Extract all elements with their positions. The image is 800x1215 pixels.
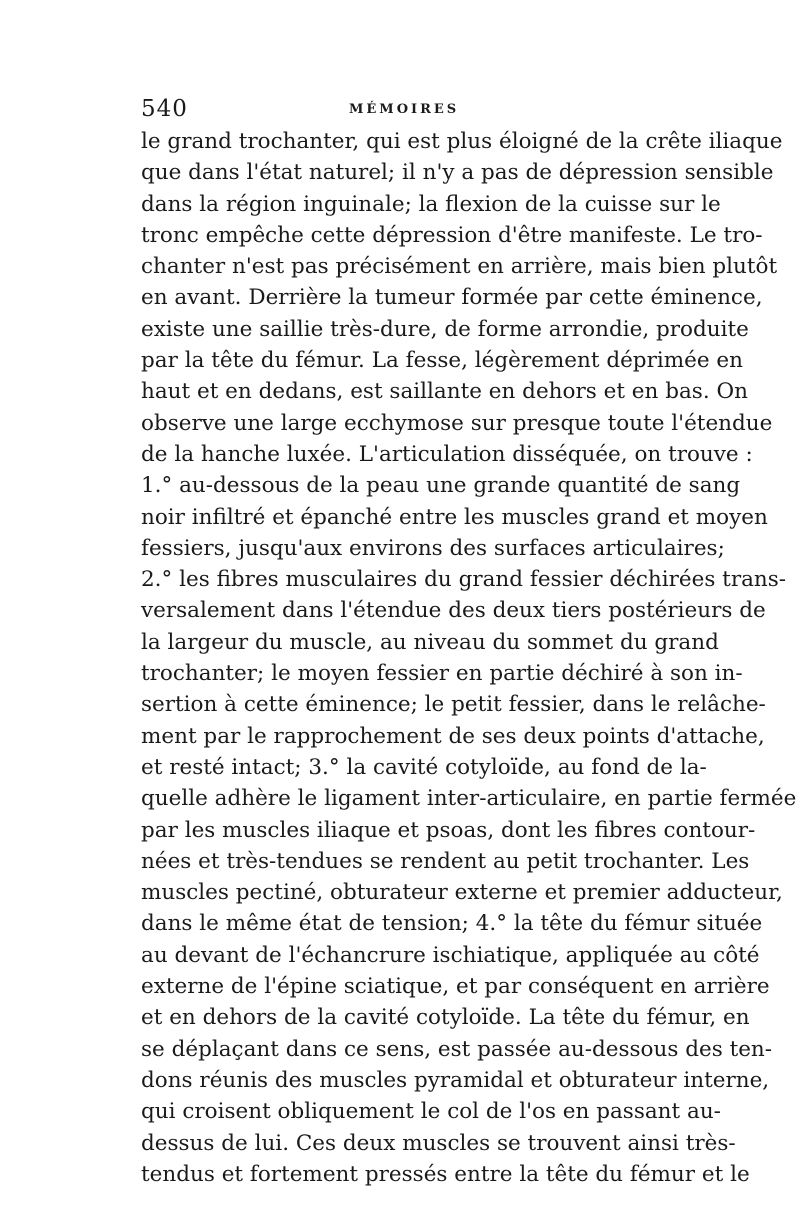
- text-line: fessiers, jusqu'aux environs des surfaces articulaires;: [141, 535, 725, 561]
- text-line: que dans l'état naturel; il n'y a pas de dépression sensible: [141, 160, 774, 186]
- text-line: noir infiltré et épanché entre les muscles grand et moyen: [141, 504, 768, 530]
- text-line: observe une large ecchymose sur presque toute l'étendue: [141, 410, 773, 436]
- text-line: sertion à cette éminence; le petit fessier, dans le relâche-: [141, 692, 766, 718]
- text-line: et en dehors de la cavité cotyloïde. La tête du fémur, en: [141, 1005, 750, 1031]
- text-line: chanter n'est pas précisément en arrière, mais bien plutôt: [141, 254, 778, 280]
- text-line: tronc empêche cette dépression d'être manifeste. Le tro-: [141, 222, 763, 248]
- text-line: et resté intact; 3.° la cavité cotyloïde, au fond de la-: [141, 754, 707, 780]
- text-line: se déplaçant dans ce sens, est passée au-dessous des ten-: [141, 1036, 773, 1062]
- text-line: dons réunis des muscles pyramidal et obturateur interne,: [141, 1067, 770, 1093]
- text-line: dans la région inguinale; la flexion de la cuisse sur le: [141, 191, 721, 217]
- text-line: tendus et fortement pressés entre la tête du fémur et le: [141, 1161, 750, 1187]
- text-line: en avant. Derrière la tumeur formée par cette éminence,: [141, 285, 763, 311]
- text-line: trochanter; le moyen fessier en partie déchiré à son in-: [141, 661, 743, 687]
- text-line: 2.° les fibres musculaires du grand fessier déchirées trans-: [141, 567, 787, 593]
- body-text: [141, 126, 797, 1190]
- text-line: muscles pectiné, obturateur externe et premier adducteur,: [141, 880, 783, 906]
- running-head: MÉMOIRES: [349, 102, 460, 117]
- text-line: versalement dans l'étendue des deux tiers postérieurs de: [141, 598, 766, 624]
- text-line: dessus de lui. Ces deux muscles se trouvent ainsi très-: [141, 1130, 736, 1156]
- text-line: par les muscles iliaque et psoas, dont les fibres contour-: [141, 817, 756, 843]
- text-line: existe une saillie très-dure, de forme arrondie, produite: [141, 316, 749, 342]
- page-number: 540: [141, 96, 188, 122]
- text-line: quelle adhère le ligament inter-articulaire, en partie fermée: [141, 786, 797, 812]
- text-line: de la hanche luxée. L'articulation disséquée, on trouve :: [141, 441, 753, 467]
- text-line: qui croisent obliquement le col de l'os en passant au-: [141, 1099, 721, 1125]
- text-line: haut et en dedans, est saillante en dehors et en bas. On: [141, 379, 748, 405]
- text-line: ment par le rapprochement de ses deux points d'attache,: [141, 723, 765, 749]
- text-line: par la tête du fémur. La fesse, légèrement déprimée en: [141, 348, 743, 374]
- text-line: dans le même état de tension; 4.° la tête du fémur située: [141, 911, 763, 937]
- text-line: la largeur du muscle, au niveau du sommet du grand: [141, 629, 719, 655]
- page-header: [141, 96, 671, 124]
- text-line: le grand trochanter, qui est plus éloigné de la crête iliaque: [141, 129, 783, 154]
- text-line: au devant de l'échancrure ischiatique, appliquée au côté: [141, 942, 760, 968]
- text-line: 1.° au-dessous de la peau une grande quantité de sang: [141, 473, 741, 499]
- text-line: nées et très-tendues se rendent au petit trochanter. Les: [141, 848, 750, 874]
- text-line: externe de l'épine sciatique, et par conséquent en arrière: [141, 974, 770, 1000]
